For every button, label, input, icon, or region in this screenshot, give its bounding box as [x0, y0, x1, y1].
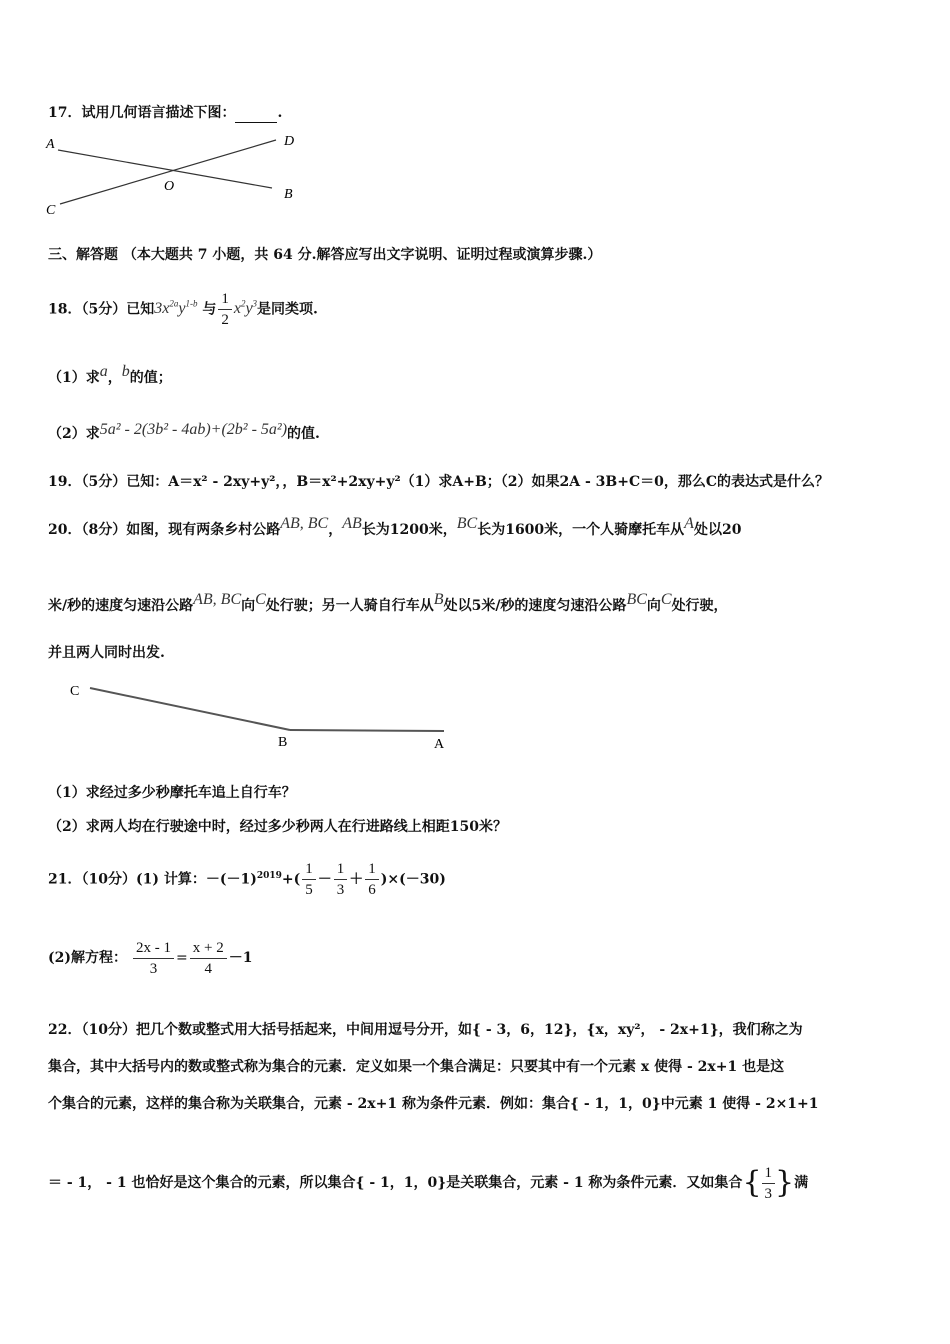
q21-part1: 21．（10分）(1) 计算：$-(-1)^{2019}+$( $\frac{1}{5}$ － $\frac{1}{3}$ ＋ $\frac{1}{6}$ )×(－30) [48, 861, 446, 899]
q22-line4: ＝ - 1， - 1 也恰好是这个集合的元素，所以集合{ - 1，1，0}是关联集合，元素 - 1 称为条件元素．又如集合{ $\frac{1}{3}$ }满 [48, 1164, 809, 1202]
q18-term1: $3x^{2a}y^{1-b}$ [154, 299, 198, 318]
q20-part2: （2）求两人均在行驶途中时，经过多少秒两人在行进路线上相距150米？ [48, 819, 507, 835]
q18-suffix: 是同类项. [257, 301, 318, 318]
q21-part2: (2)解方程： $\frac{2x - 1}{3}$ = $\frac{x + 2}{4}$ －1 [48, 939, 253, 977]
q22-line1: 22．（10分）把几个数或整式用大括号括起来，中间用逗号分开，如{ - 3，6，12}，{x，xy²， - 2x+1}，我们称之为 [48, 1022, 803, 1038]
q20-line2: 米/秒的速度匀速沿公路AB, BC向C处行驶；另一人骑自行车从B处以5米/秒的速度匀速沿公路BC向C处行驶， [48, 591, 728, 614]
q19-line: 19．（5分）已知：A＝x² - 2xy+y²，，B＝x²+2xy+y²（1）求A+B；（2）如果2A - 3B+C＝0，那么C的表达式是什么？ [48, 474, 830, 490]
label-a: A [434, 737, 445, 752]
q18-line [48, 282, 318, 331]
answer-blank[interactable] [235, 108, 277, 123]
line-cd [60, 140, 276, 204]
q18-prefix: 18．（5分）已知 [48, 301, 155, 318]
q17-line [48, 103, 282, 123]
q18-fraction: $\frac{1}{2}$ [218, 289, 232, 330]
label-b: B [278, 735, 288, 750]
label-o: O [164, 179, 175, 194]
q18-part1: （1）求a，b的值； [48, 363, 172, 386]
road-cb [90, 688, 290, 730]
q20-line1: 20．（8分）如图，现有两条乡村公路AB, BC，AB长为1200米，BC长为1600米，一个人骑摩托车从A处以20 [48, 515, 742, 538]
label-d: D [284, 134, 295, 149]
q22-line3: 个集合的元素，这样的集合称为关联集合，元素 - 2x+1 称为条件元素．例如：集合{ - 1，1，0}中元素 1 使得 - 2×1+1 [48, 1096, 819, 1112]
q17-text: 17．试用几何语言描述下图： [48, 105, 236, 121]
q20-line3: 并且两人同时出发. [48, 645, 165, 661]
q20-part1: （1）求经过多少秒摩托车追上自行车？ [48, 785, 296, 801]
label-c: C [46, 203, 56, 218]
q18-mid: 与 [202, 301, 217, 318]
figure-q20-roads [62, 676, 462, 756]
label-a: A [46, 137, 55, 152]
section-heading: 三、解答题 （本大题共 7 小题，共 64 分.解答应写出文字说明、证明过程或演算步骤.） [48, 247, 602, 263]
q22-line2: 集合，其中大括号内的数或整式称为集合的元素．定义如果一个集合满足：只要其中有一个元素 x 使得 - 2x+1 也是这 [48, 1059, 785, 1075]
label-c: C [70, 684, 80, 699]
label-b: B [284, 187, 293, 202]
road-ba [290, 730, 444, 731]
q17-end: . [277, 105, 283, 121]
figure-q17-intersecting-lines [40, 128, 310, 220]
q18-part2: （2）求5a² - 2(3b² - 4ab)+(2b² - 5a²)的值. [48, 421, 320, 442]
q18-term2: $x^2y^3$ [233, 299, 258, 318]
